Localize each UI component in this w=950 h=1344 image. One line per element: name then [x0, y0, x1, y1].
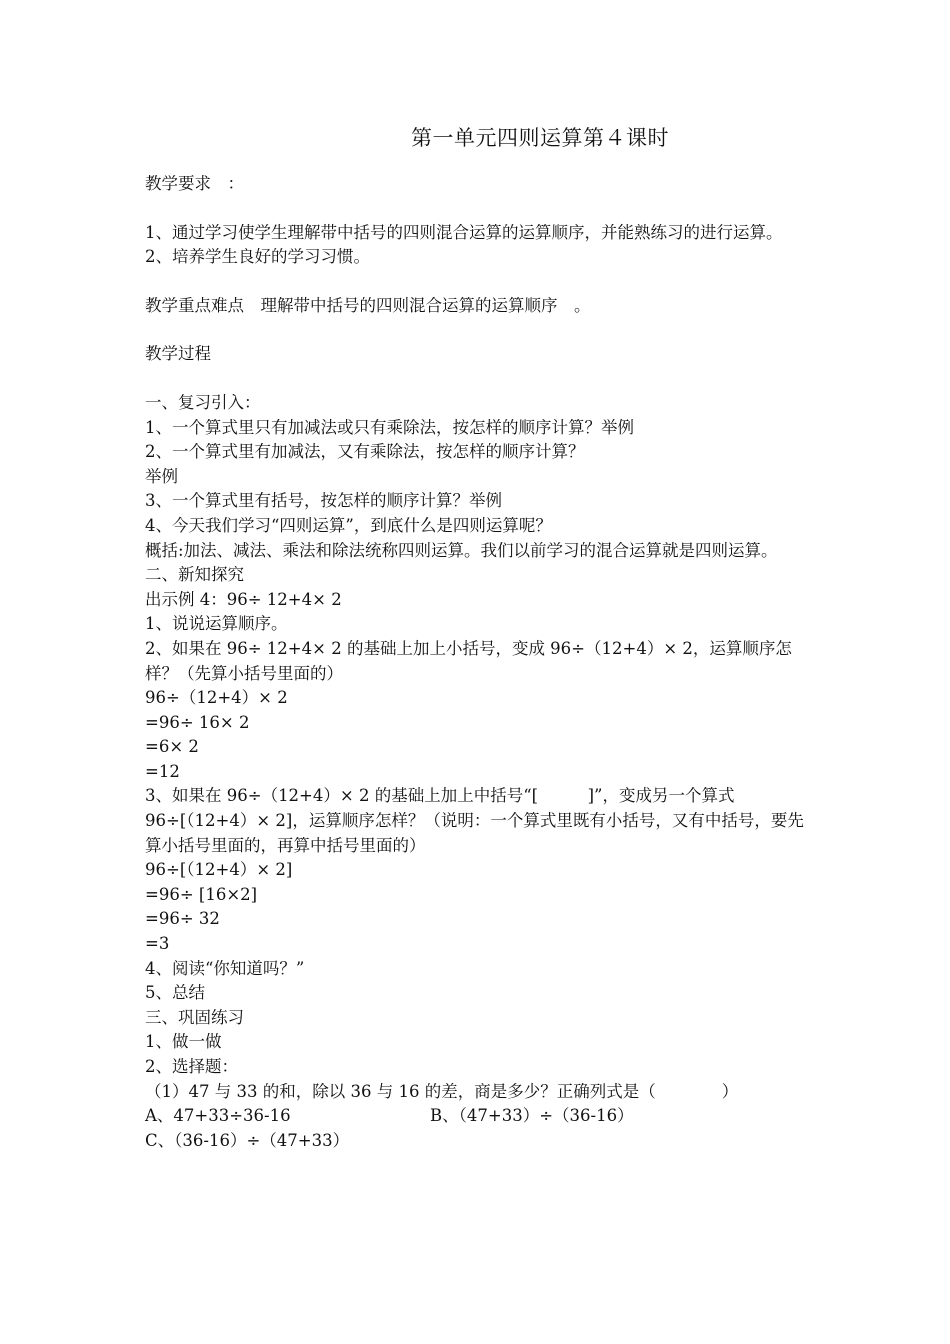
- document-body: [145, 172, 817, 1153]
- equation-line: =12: [145, 761, 180, 781]
- document-title: 第一单元四则运算第４课时: [411, 126, 669, 150]
- process-heading: 教学过程: [145, 344, 211, 364]
- text-line: 概括:加法、减法、乘法和除法统称四则运算。我们以前学习的混合运算就是四则运算。: [145, 540, 778, 560]
- option-b: B、（47+33）÷（36-16）: [430, 1106, 634, 1126]
- requirements-heading: 教学要求 ：: [145, 174, 244, 193]
- text-line: 3、如果在 96÷（12+4）× 2 的基础上加上中括号“[ ]”，变成另一个算式96÷[（12+4）× 2]，运算顺序怎样？（说明：一个算式里既有小括号，又有中括号，要先算小括号里面的，再算中括号里面的）: [145, 786, 804, 855]
- text-line: 2、选择题：: [145, 1057, 238, 1076]
- equation-line: =6× 2: [145, 737, 199, 757]
- equation-line: =96÷ 32: [145, 909, 220, 929]
- text-line: 1、一个算式里只有加减法或只有乘除法，按怎样的顺序计算？举例: [145, 417, 634, 437]
- option-a: A、47+33÷36-16: [145, 1106, 291, 1126]
- text-line: 举例: [145, 466, 178, 486]
- section-heading-practice: 三、巩固练习: [145, 1007, 244, 1027]
- text-line: 5、总结: [145, 983, 205, 1003]
- option-c: C、（36-16）÷（47+33）: [145, 1130, 350, 1150]
- requirement-item: 2、培养学生良好的学习习惯。: [145, 247, 370, 267]
- equation-line: =96÷ [16×2]: [145, 884, 258, 904]
- text-line: 2、一个算式里有加减法，又有乘除法，按怎样的顺序计算？: [145, 442, 585, 462]
- equation-line: =96÷ 16× 2: [145, 712, 250, 732]
- text-line: 出示例 4：96÷ 12+4× 2: [145, 589, 342, 609]
- text-line: 4、今天我们学习“四则运算”，到底什么是四则运算呢？: [145, 515, 552, 535]
- section-heading-explore: 二、新知探究: [145, 565, 244, 585]
- section-heading-review: 一、复习引入：: [145, 392, 261, 412]
- equation-line: 96÷（12+4）× 2: [145, 688, 288, 708]
- question-line: （1）47 与 33 的和，除以 36 与 16 的差，商是多少？正确列式是（ ）: [145, 1081, 739, 1101]
- text-line: 3、一个算式里有括号，按怎样的顺序计算？举例: [145, 491, 502, 511]
- text-line: 2、如果在 96÷ 12+4× 2 的基础上加上小括号，变成 96÷（12+4）× 2，运算顺序怎样？（先算小括号里面的）: [145, 638, 792, 683]
- text-line: 1、说说运算顺序。: [145, 614, 288, 634]
- equation-line: =3: [145, 934, 170, 954]
- text-line: 1、做一做: [145, 1032, 222, 1052]
- equation-line: 96÷[（12+4）× 2]: [145, 860, 293, 880]
- text-line: 4、阅读“你知道吗？”: [145, 958, 305, 978]
- requirement-item: 1、通过学习使学生理解带中括号的四则混合运算的运算顺序，并能熟练习的进行运算。: [145, 222, 783, 242]
- key-points: 教学重点难点 理解带中括号的四则混合运算的运算顺序 。: [145, 295, 591, 315]
